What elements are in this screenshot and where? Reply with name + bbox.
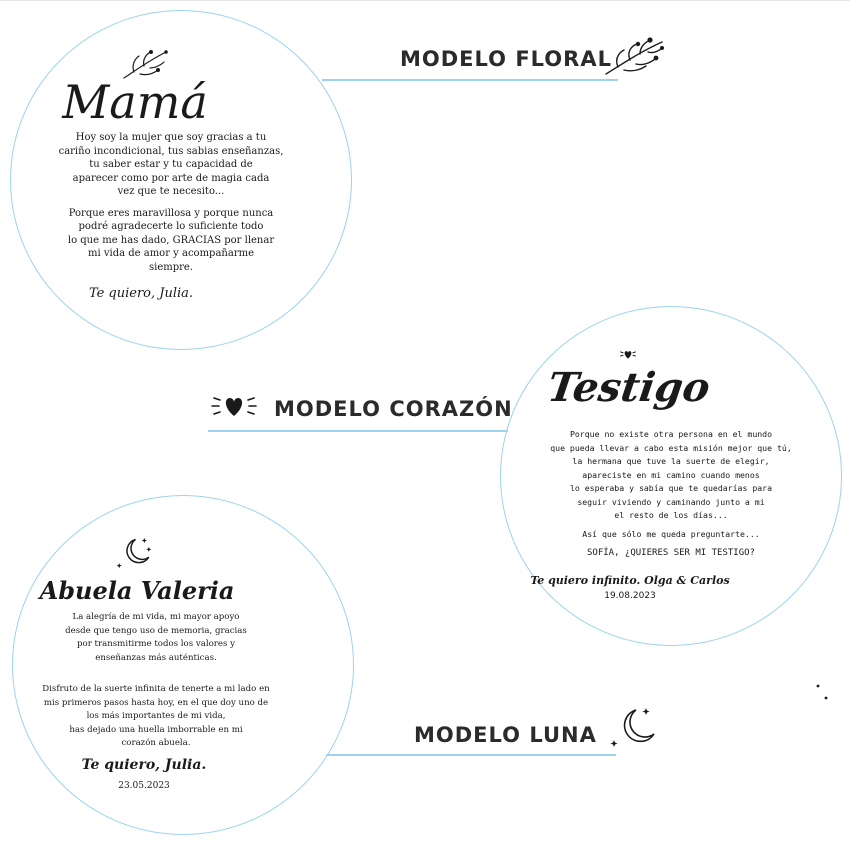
floral-line: aparecer como por arte de magia cada bbox=[72, 172, 270, 184]
floral-line: cariño incondicional, tus sabias enseñanzas, bbox=[58, 145, 284, 157]
corazon-date: 19.08.2023 bbox=[604, 591, 656, 601]
top-border bbox=[0, 0, 850, 1]
floral-branch-icon bbox=[604, 36, 664, 78]
heart-small-icon bbox=[618, 347, 638, 361]
corazon-connector-line bbox=[208, 430, 508, 432]
luna-line: Disfruto de la suerte infinita de tenerte a mi lado en bbox=[42, 684, 270, 694]
luna-line: La alegría de mi vida, mi mayor apoyo bbox=[72, 612, 240, 622]
floral-line: podré agradecerte lo suficiente todo bbox=[78, 221, 264, 232]
floral-body bbox=[20, 131, 322, 274]
corazon-line: Así que sólo me queda preguntarte... bbox=[582, 528, 760, 539]
floral-line: tu saber estar y tu capacidad de bbox=[89, 159, 253, 170]
floral-line: mi vida de amor y acompañarme bbox=[87, 248, 254, 259]
corazon-line: que pueda llevar a cabo esta misión mejor que tú, bbox=[550, 442, 792, 453]
corazon-question: SOFÍA, ¿QUIERES SER MI TESTIGO? bbox=[587, 548, 755, 558]
floral-connector-line bbox=[322, 79, 618, 81]
luna-body bbox=[30, 611, 282, 751]
floral-signature: Te quiero, Julia. bbox=[88, 286, 194, 301]
luna-signature: Te quiero, Julia. bbox=[81, 757, 207, 773]
floral-line: Porque eres maravillosa y porque nunca bbox=[68, 207, 274, 219]
corazon-label: MODELO CORAZÓN bbox=[274, 397, 513, 421]
floral-line: Hoy soy la mujer que soy gracias a tu bbox=[75, 132, 267, 143]
corazon-line: lo esperaba y sabía que te quedarías para bbox=[569, 483, 773, 493]
luna-line: enseñanzas más auténticas. bbox=[95, 652, 217, 663]
floral-title: Mamá bbox=[62, 75, 208, 129]
heart-icon bbox=[210, 390, 258, 420]
corazon-title: Testigo bbox=[544, 364, 713, 411]
dots-icon bbox=[812, 680, 832, 704]
corazon-signature: Te quiero infinito. Olga & Carlos bbox=[530, 574, 730, 587]
floral-label: MODELO FLORAL bbox=[400, 47, 612, 71]
corazon-body bbox=[514, 428, 828, 561]
luna-line: los más importantes de mi vida, bbox=[86, 711, 226, 721]
corazon-line: apareciste en mi camino cuando menos bbox=[582, 469, 760, 480]
luna-label: MODELO LUNA bbox=[414, 723, 597, 747]
floral-line: siempre. bbox=[148, 261, 193, 273]
floral-line: vez que te necesito... bbox=[117, 186, 225, 197]
corazon-line: seguir viviendo y caminando junto a mi bbox=[577, 496, 765, 507]
luna-date: 23.05.2023 bbox=[118, 781, 170, 791]
corazon-line: la hermana que tuve la suerte de elegir, bbox=[572, 456, 770, 466]
luna-line: corazón abuela. bbox=[121, 738, 191, 748]
moon-small-icon bbox=[114, 535, 154, 569]
luna-connector-line bbox=[326, 754, 616, 756]
luna-line: desde que tengo uso de memoria, gracias bbox=[65, 625, 247, 636]
floral-line: lo que me has dado, GRACIAS por llenar bbox=[67, 234, 275, 246]
luna-title: Abuela Valeria bbox=[39, 576, 235, 605]
luna-line: mis primeros pasos hasta hoy, en el que doy uno de bbox=[43, 697, 269, 708]
moon-icon bbox=[608, 704, 660, 750]
luna-line: por transmitirme todos los valores y bbox=[77, 639, 235, 649]
corazon-line: el resto de los días... bbox=[614, 510, 728, 520]
corazon-line: Porque no existe otra persona en el mundo bbox=[569, 429, 773, 439]
luna-line: has dejado una huella imborrable en mi bbox=[69, 724, 243, 735]
